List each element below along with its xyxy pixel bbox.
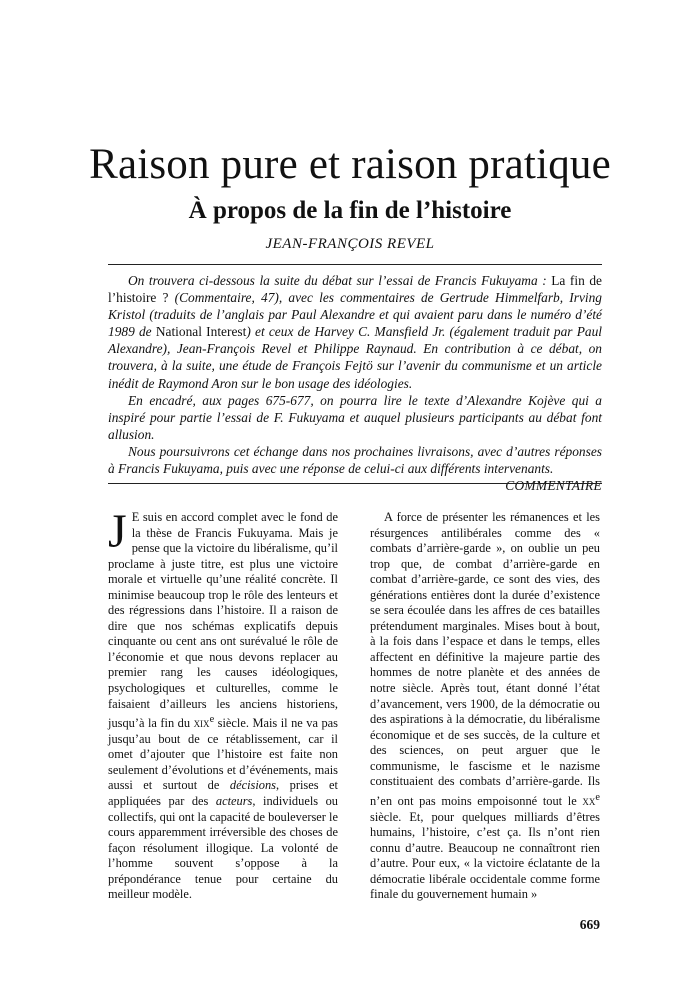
body-column-left (108, 505, 338, 903)
superscript: e (595, 791, 600, 803)
intro-text: (Commentaire, 47), avec les commentaires de Gertrude Himmelfarb, Irving Kristol (traduits de l’anglais par Paul Alexandre et qui avaient paru dans le numéro d’été 1989 de (108, 290, 602, 340)
top-rule (108, 264, 602, 265)
emphasis: décisions (229, 778, 277, 793)
body-text: siècle. Mais il ne va pas jusqu’au bout de ce rétablissement, car il omet d’ajouter que l’histoire est faite non seulement d’évolutions et d’événements, mais aussi et surtout de (108, 716, 338, 793)
article-reference: La fin de l’histoire ? (108, 273, 602, 306)
body-paragraph (370, 510, 600, 903)
intro-text: ) et ceux de Harvey C. Mansfield Jr. (également traduit par Paul Alexandre), Jean-François Revel et Philippe Raynaud. En contribution à ce débat, on trouvera, à la suite, une étude de François Fejtö sur l’avenir du communisme et un article inédit de Raymond Aron sur le bon usage des idéologies. (108, 324, 603, 391)
editorial-paragraph: Nous poursuivrons cet échange dans nos prochaines livraisons, avec d’autres réponses à Francis Fukuyama, puis avec une réponse de celui-ci aux différents intervenants. (108, 443, 602, 477)
editorial-note (108, 272, 602, 494)
drop-cap: J (108, 505, 127, 558)
body-text: A force de présenter les rémanences et les résurgences antilibérales comme des « combats d’arrière-garde », on oublie un peu trop que, de combat d’arrière-garde en combat d’arrière-garde, ce sont des vies, des générations entières dont la durée d’existence se sera écoulée dans les affres de ces batailles prétendument marginales. Mises bout à bout, à la fois dans l’espace et dans le temps, elles affectent en définitive la majeure partie des hommes de notre planète et des années de notre siècle. Après tout, étant donné l’état d’avancement, vers 1900, de la démocratie ou des aspirations à la démocratie, du libéralisme économique et de ses succès, de la culture et des sciences, on peut arguer que le communisme, le fascisme et le nazisme constituaient des combats d’arrière-garde. Ils n’en ont pas moins empoisonné tout le (370, 510, 600, 808)
superscript: e (209, 714, 215, 726)
body-text: siècle. Et, pour quelques milliards d’êtres humains, l’histoire, c’est ça. Ils n’ont rien connu d’autre. Beaucoup ne connaîtront rien d’autre. Pour eux, « la victoire éclatante de la démocratie libérale occidentale comme forme finale du gouvernement humain » (370, 809, 600, 902)
author-name: JEAN-FRANÇOIS REVEL (265, 236, 435, 252)
body-column-right (370, 510, 600, 903)
article-title: Raison pure et raison pratique (89, 141, 611, 188)
emphasis: acteurs (215, 793, 253, 808)
editorial-signature: COMMENTAIRE (505, 478, 602, 494)
editorial-paragraph: En encadré, aux pages 675-677, on pourra lire le texte d’Alexandre Kojève qui a inspiré pour partie l’essai de F. Fukuyama et auquel plusieurs participants au débat font allusion. (108, 392, 602, 442)
journal-reference: National Interest (155, 324, 247, 340)
body-text: , prises et appliquées par des (108, 778, 338, 808)
page-number: 669 (579, 917, 600, 932)
article-subtitle: À propos de la fin de l’histoire (188, 197, 512, 224)
bottom-rule (108, 483, 602, 484)
century-numeral: xix (193, 716, 210, 731)
body-paragraph (108, 505, 338, 903)
intro-text: On trouvera ci-dessous la suite du débat sur l’essai de Francis Fukuyama : (128, 273, 552, 288)
editorial-paragraph (108, 272, 602, 392)
body-text: E suis en accord complet avec le fond de la thèse de Francis Fukuyama. Mais je pense que la victoire du libéralisme, qu’il proclame à juste titre, est plus une victoire morale et virtuelle qu’une réalité concrète. Il minimise beaucoup trop le rôle des lenteurs et des régressions dans l’histoire. Il a raison de dire que nos schémas explicatifs depuis cinquante ou cent ans ont surévalué le rôle de l’économie et que nous devons replacer au premier rang les causes idéologiques, psychologiques et culturelles, comme le faisaient d’ailleurs les anciens historiens, jusqu’à la fin du (108, 510, 338, 731)
body-text: , individuels ou collectifs, qui ont la capacité de bouleverser le cours apparemment irréversible des choses de façon résolument illogique. La volonté de l’homme souvent s’oppose à la prépondérance tenue pour certaine du meilleur modèle. (108, 793, 338, 902)
century-numeral: xx (582, 793, 596, 808)
